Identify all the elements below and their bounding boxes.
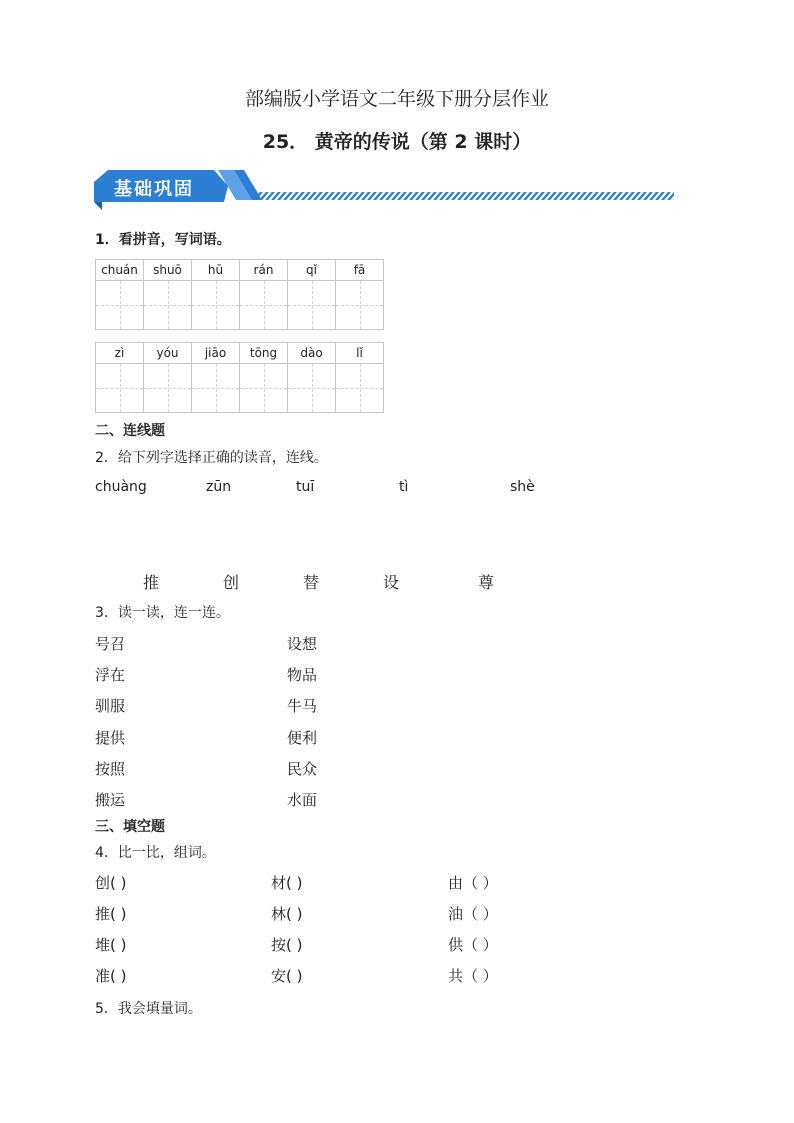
cell-pinyin: dào xyxy=(288,343,335,364)
writing-cell[interactable] xyxy=(335,259,384,330)
question-2-label: 2．给下列字选择正确的读音，连线。 xyxy=(95,450,328,466)
writing-cell[interactable] xyxy=(287,342,336,413)
pinyin-option[interactable]: shè xyxy=(510,479,535,495)
writing-cell[interactable] xyxy=(191,342,240,413)
writing-cell[interactable] xyxy=(191,259,240,330)
fill-blank-item[interactable]: 油（ ） xyxy=(448,905,498,923)
question-1-label: 1．看拼音，写词语。 xyxy=(95,232,231,248)
lesson-title: 25． 黄帝的传说（第 2 课时） xyxy=(262,131,532,153)
character-option[interactable]: 创 xyxy=(223,573,240,592)
match-right-item[interactable]: 物品 xyxy=(287,666,318,684)
fill-blank-item[interactable]: 堆( ) xyxy=(95,936,127,954)
fill-blank-item[interactable]: 准( ) xyxy=(95,967,127,985)
question-3-label: 3．读一读，连一连。 xyxy=(95,605,230,621)
cell-pinyin: yóu xyxy=(144,343,191,364)
character-option[interactable]: 尊 xyxy=(478,573,495,592)
fill-blank-item[interactable]: 按( ) xyxy=(271,936,303,954)
match-right-item[interactable]: 民众 xyxy=(287,760,318,778)
writing-cell[interactable] xyxy=(143,342,192,413)
pinyin-grid-row-1 xyxy=(95,259,383,330)
cell-pinyin: tōng xyxy=(240,343,287,364)
writing-cell[interactable] xyxy=(239,342,288,413)
match-left-item[interactable]: 浮在 xyxy=(95,666,126,684)
pinyin-option[interactable]: tuī xyxy=(296,479,315,495)
character-option[interactable]: 替 xyxy=(303,573,320,592)
match-left-item[interactable]: 提供 xyxy=(95,729,126,747)
writing-cell[interactable] xyxy=(143,259,192,330)
cell-pinyin: lǐ xyxy=(336,343,383,364)
cell-pinyin: rán xyxy=(240,260,287,281)
fill-blank-item[interactable]: 供（ ） xyxy=(448,936,498,954)
pinyin-option[interactable]: chuàng xyxy=(95,479,147,495)
match-left-item[interactable]: 号召 xyxy=(95,635,126,653)
question-5-label: 5．我会填量词。 xyxy=(95,1001,202,1017)
match-right-item[interactable]: 牛马 xyxy=(287,697,318,715)
fill-blank-item[interactable]: 安( ) xyxy=(271,967,303,985)
cell-pinyin: qǐ xyxy=(288,260,335,281)
match-right-item[interactable]: 水面 xyxy=(287,791,318,809)
fill-blank-item[interactable]: 创( ) xyxy=(95,874,127,892)
fill-blank-item[interactable]: 材( ) xyxy=(271,874,303,892)
match-right-item[interactable]: 设想 xyxy=(287,635,318,653)
cell-pinyin: chuán xyxy=(96,260,143,281)
character-option[interactable]: 推 xyxy=(143,573,160,592)
pinyin-option[interactable]: tì xyxy=(399,479,409,495)
writing-cell[interactable] xyxy=(287,259,336,330)
writing-cell[interactable] xyxy=(335,342,384,413)
cell-pinyin: zì xyxy=(96,343,143,364)
cell-pinyin: fā xyxy=(336,260,383,281)
section-2-heading: 二、连线题 xyxy=(95,423,165,439)
match-right-item[interactable]: 便利 xyxy=(287,729,318,747)
fill-blank-item[interactable]: 林( ) xyxy=(271,905,303,923)
pinyin-option[interactable]: zūn xyxy=(206,479,232,495)
writing-cell[interactable] xyxy=(95,342,144,413)
pinyin-grid-row-2 xyxy=(95,342,383,413)
banner-fold xyxy=(94,202,102,210)
writing-cell[interactable] xyxy=(239,259,288,330)
match-left-item[interactable]: 搬运 xyxy=(95,791,126,809)
cell-pinyin: shuō xyxy=(144,260,191,281)
character-option[interactable]: 设 xyxy=(383,573,400,592)
cell-pinyin: jiāo xyxy=(192,343,239,364)
banner-label: 基础巩固 xyxy=(114,179,194,200)
cell-pinyin: hū xyxy=(192,260,239,281)
fill-blank-item[interactable]: 推( ) xyxy=(95,905,127,923)
fill-blank-item[interactable]: 由（ ） xyxy=(448,874,498,892)
fill-blank-item[interactable]: 共（ ） xyxy=(448,967,498,985)
match-left-item[interactable]: 驯服 xyxy=(95,697,126,715)
writing-cell[interactable] xyxy=(95,259,144,330)
match-left-item[interactable]: 按照 xyxy=(95,760,126,778)
section-3-heading: 三、填空题 xyxy=(95,819,165,835)
document-title: 部编版小学语文二年级下册分层作业 xyxy=(244,88,549,110)
question-4-label: 4．比一比，组词。 xyxy=(95,845,216,861)
banner-stripe xyxy=(254,192,674,200)
